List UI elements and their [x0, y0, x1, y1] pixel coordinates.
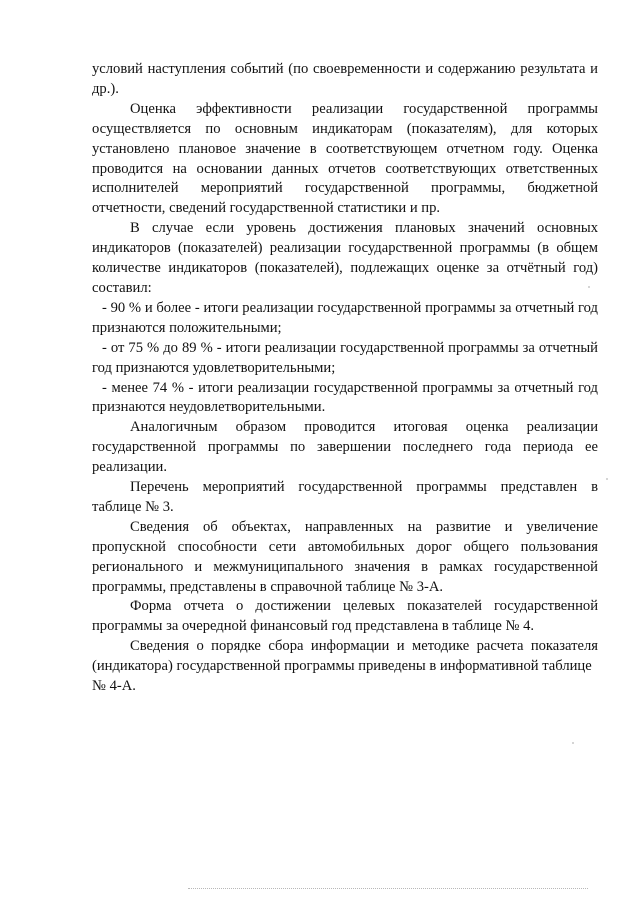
list-item-positive: - 90 % и более - итоги реализации государственной программы за отчетный год признаются положительными;	[92, 299, 598, 336]
document-body	[92, 60, 598, 697]
paragraph-evaluation-method: Оценка эффективности реализации государственной программы осуществляется по основным индикаторам (показателям), для которых установлено плановое значение в соответствующем отчетном году. Оценка проводится на основании данных отчетов соответствующих ответственных исполнителей мероприятий государственной программы, бюджетной отчетности, сведений государственной статистики и пр.	[92, 100, 598, 217]
paragraph-table-3a: Сведения об объектах, направленных на развитие и увеличение пропускной способности сети автомобильных дорог общего пользования регионального и межмуниципального значения в рамках государственной программы, представлены в справочной таблице № 3-А.	[92, 518, 598, 595]
scan-bottom-edge	[188, 888, 588, 890]
paragraph-continuation: условий наступления событий (по своевременности и содержанию результата и др.).	[92, 61, 598, 97]
paragraph-final-evaluation: Аналогичным образом проводится итоговая оценка реализации государственной программы по завершении последнего года периода ее реализации.	[92, 419, 598, 476]
list-item-unsatisfactory: - менее 74 % - итоги реализации государственной программы за отчетный год признаются неудовлетворительными.	[92, 379, 598, 416]
paragraph-achievement-level: В случае если уровень достижения плановых значений основных индикаторов (показателей) реализации государственной программы (в общем количестве индикаторов (показателей), подлежащих оценке за отчётный год) составил:	[92, 220, 598, 296]
paragraph-table-4: Форма отчета о достижении целевых показателей государственной программы за очередной финансовый год представлена в таблице № 4.	[92, 598, 598, 635]
scan-speck	[588, 286, 590, 288]
paragraph-table-4a: Сведения о порядке сбора информации и методике расчета показателя (индикатора) государственной программы приведены в информативной таблице	[92, 638, 598, 675]
paragraph-table-4a-number: № 4-А.	[92, 678, 136, 695]
scan-speck	[606, 478, 608, 480]
scan-speck	[572, 742, 574, 744]
list-item-satisfactory: - от 75 % до 89 % - итоги реализации государственной программы за отчетный год признаются удовлетворительными;	[92, 339, 598, 376]
paragraph-table-3: Перечень мероприятий государственной программы представлен в таблице № 3.	[92, 479, 598, 515]
